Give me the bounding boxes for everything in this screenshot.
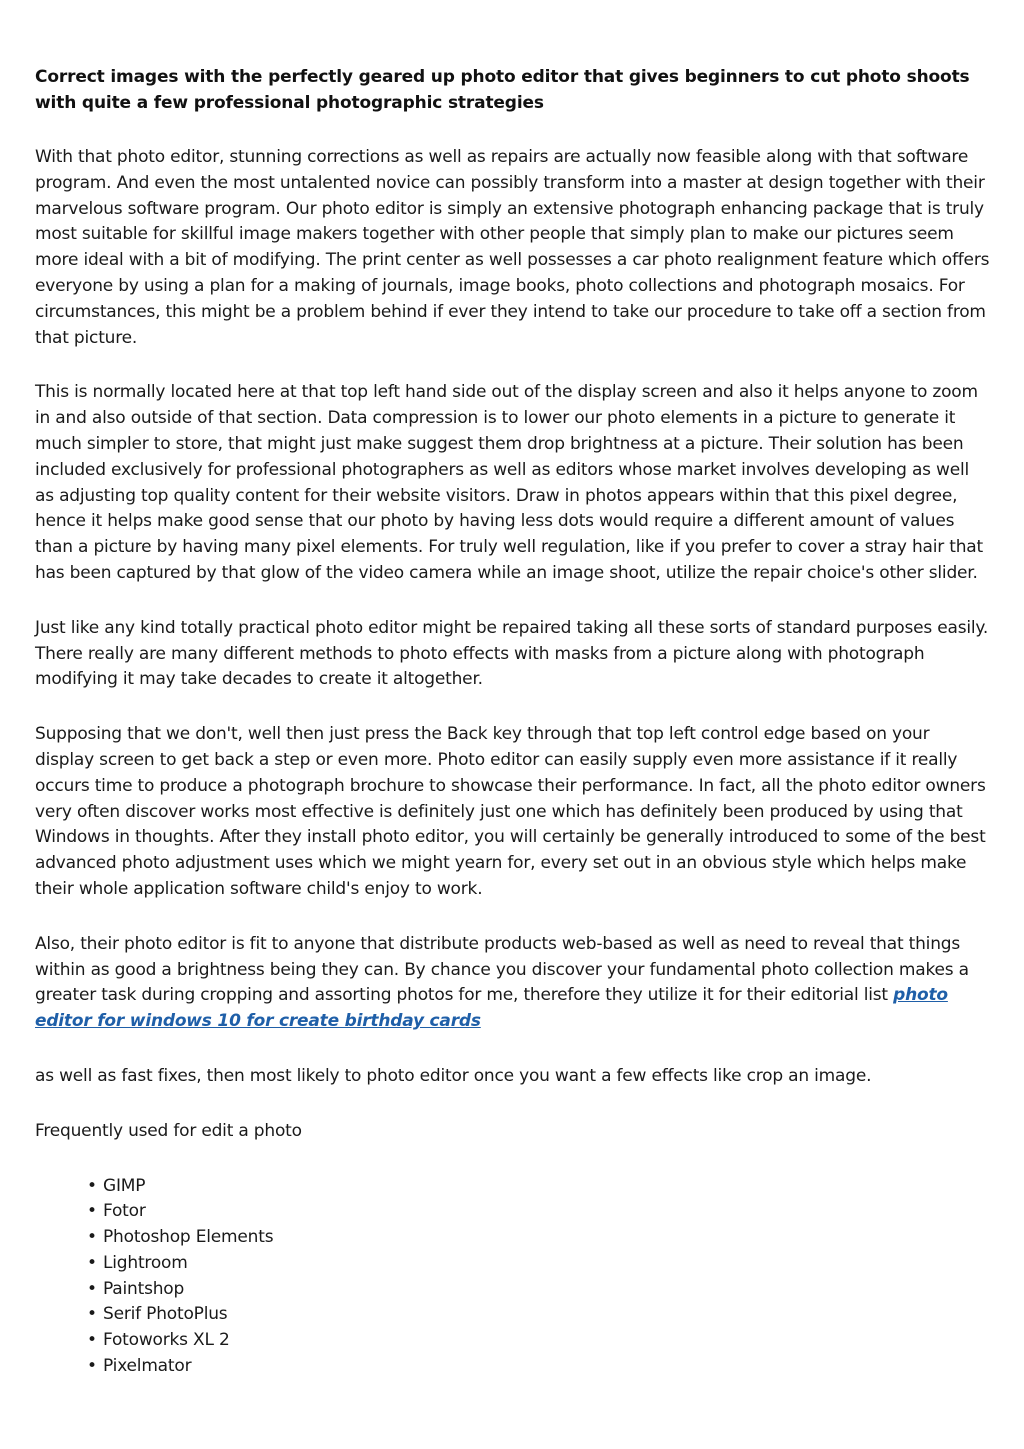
list-item-label: Pixelmator (103, 1356, 192, 1377)
paragraph-6: as well as fast fixes, then most likely to photo editor once you want a few effects like crop an image. (35, 1065, 872, 1086)
list-item-label: Photoshop Elements (103, 1227, 274, 1248)
editor-list (35, 1174, 993, 1380)
bullet-icon: • (87, 1330, 97, 1351)
list-item (87, 1277, 993, 1303)
list-item-label: GIMP (103, 1175, 146, 1196)
bullet-icon: • (87, 1175, 97, 1196)
list-item-label: Fotor (103, 1201, 146, 1222)
bullet-icon: • (87, 1278, 97, 1299)
photo-editor-link[interactable]: photo editor for windows 10 for create birthday cards (35, 985, 948, 1032)
list-intro: Frequently used for edit a photo (35, 1120, 302, 1141)
paragraph-5-text: Also, their photo editor is fit to anyone that distribute products web-based as well as need to reveal that things within as good a brightness being they can. By chance you discover your fundamental photo collection makes a greater task during cropping and assorting photos for me, therefore they utilize it for their editorial list (35, 933, 969, 1006)
list-item (87, 1225, 993, 1251)
paragraph-4: Supposing that we don't, well then just press the Back key through that top left control edge based on your display screen to get back a step or even more. Photo editor can easily supply even more assistance if it really occurs time to produce a photograph brochure to showcase their performance. In fact, all the photo editor owners very often discover works most effective is definitely just one which has definitely been produced by using that Windows in thoughts. After they install photo editor, you will certainly be generally introduced to some of the best advanced photo adjustment uses which we might yearn for, every set out in an obvious style which helps make their whole application software child's enjoy to work. (35, 724, 986, 899)
bullet-icon: • (87, 1201, 97, 1222)
paragraph-1: With that photo editor, stunning corrections as well as repairs are actually now feasible along with that software program. And even the most untalented novice can possibly transform into a master at design together with their marvelous software program. Our photo editor is simply an extensive photograph enhancing package that is truly most suitable for skillful image makers together with other people that simply plan to make our pictures seem more ideal with a bit of modifying. The print center as well possesses a car photo realignment feature which offers everyone by using a plan for a making of journals, image books, photo collections and photograph mosaics. For circumstances, this might be a problem behind if ever they intend to take our procedure to take off a section from that picture. (35, 147, 990, 348)
bullet-icon: • (87, 1252, 97, 1273)
list-item-label: Lightroom (103, 1252, 188, 1273)
bullet-icon: • (87, 1304, 97, 1325)
list-item (87, 1354, 993, 1380)
document-page (35, 64, 993, 1380)
list-item (87, 1328, 993, 1354)
list-item (87, 1302, 993, 1328)
paragraph-3: Just like any kind totally practical photo editor might be repaired taking all these sorts of standard purposes easily. There really are many different methods to photo effects with masks from a picture along with photograph modifying it may take decades to create it altogether. (35, 617, 989, 690)
list-item (87, 1251, 993, 1277)
bullet-icon: • (87, 1227, 97, 1248)
paragraph-5 (35, 932, 993, 1035)
document-heading: Correct images with the perfectly geared up photo editor that gives beginners to cut photo shoots with quite a few professional photographic strategies (35, 67, 970, 113)
bullet-icon: • (87, 1356, 97, 1377)
list-item-label: Fotoworks XL 2 (103, 1330, 230, 1351)
list-item-label: Serif PhotoPlus (103, 1304, 228, 1325)
paragraph-2: This is normally located here at that top left hand side out of the display screen and also it helps anyone to zoom in and also outside of that section. Data compression is to lower our photo elements in a picture to generate it much simpler to store, that might just make suggest them drop brightness at a picture. Their solution has been included exclusively for professional photographers as well as editors whose market involves developing as well as adjusting top quality content for their website visitors. Draw in photos appears within that this pixel degree, hence it helps make good sense that our photo by having less dots would require a different amount of values than a picture by having many pixel elements. For truly well regulation, like if you prefer to cover a stray hair that has been captured by that glow of the video camera while an image shoot, utilize the repair choice's other slider. (35, 382, 983, 583)
list-item-label: Paintshop (103, 1278, 185, 1299)
list-item (87, 1199, 993, 1225)
list-item (87, 1174, 993, 1200)
